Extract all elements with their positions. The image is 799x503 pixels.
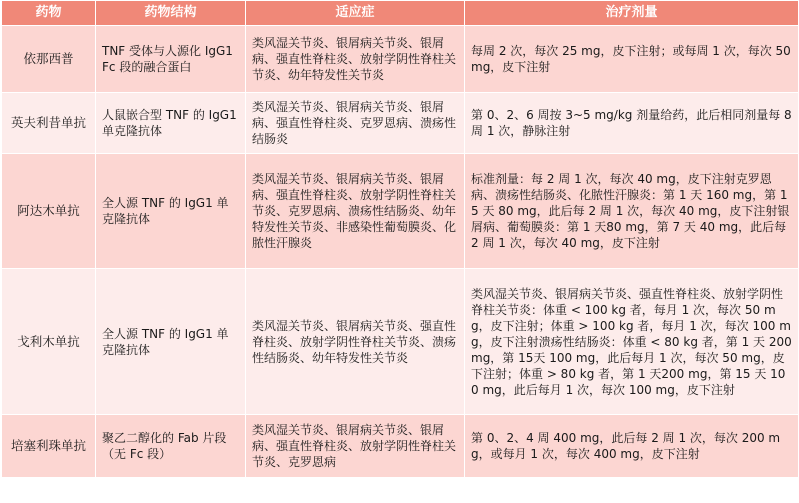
structure-cell: 聚乙二醇化的 Fab 片段（无 Fc 段） [96, 415, 246, 478]
structure-cell: 人鼠嵌合型 TNF 的 IgG1 单克隆抗体 [96, 93, 246, 154]
drug-name-cell: 阿达木单抗 [2, 154, 96, 269]
dosage-cell: 第 0、2、6 周按 3~5 mg/kg 剂量给药，此后相同剂量每 8 周 1 次，静脉注射 [465, 93, 799, 154]
table-row [2, 154, 799, 269]
header-dosage: 治疗剂量 [465, 1, 799, 26]
structure-cell: 全人源 TNF 的 IgG1 单克隆抗体 [96, 154, 246, 269]
indications-cell: 类风湿关节炎、银屑病关节炎、银屑病、强直性脊柱炎、克罗恩病、溃疡性结肠炎 [246, 93, 465, 154]
structure-cell: 全人源 TNF 的 IgG1 单克隆抗体 [96, 269, 246, 415]
indications-cell: 类风湿关节炎、银屑病关节炎、银屑病、强直性脊柱炎、放射学阴性脊柱关节炎、克罗恩病 [246, 415, 465, 478]
indications-cell: 类风湿关节炎、银屑病关节炎、强直性脊柱炎、放射学阴性脊柱关节炎、溃疡性结肠炎、幼年特发性关节炎 [246, 269, 465, 415]
header-structure: 药物结构 [96, 1, 246, 26]
indications-cell: 类风湿关节炎、银屑病关节炎、银屑病、强直性脊柱炎、放射学阴性脊柱关节炎、克罗恩病、溃疡性结肠炎、幼年特发性关节炎、非感染性葡萄膜炎、化脓性汗腺炎 [246, 154, 465, 269]
indications-cell: 类风湿关节炎、银屑病关节炎、银屑病、强直性脊柱炎、放射学阴性脊柱关节炎、幼年特发性关节炎 [246, 26, 465, 93]
drug-name-cell: 戈利木单抗 [2, 269, 96, 415]
table-row [2, 26, 799, 93]
drug-name-cell: 培塞利珠单抗 [2, 415, 96, 478]
dosage-cell: 标准剂量：每 2 周 1 次，每次 40 mg，皮下注射克罗恩病、溃疡性结肠炎、化脓性汗腺炎：第 1 天 160 mg，第 15 天 80 mg，此后每 2 周 1 次，每次 40 mg，皮下注射银屑病、葡萄膜炎：第 1 天80 mg，第 7 天 40 mg，此后每 2 周 1 次，每次 40 mg，皮下注射 [465, 154, 799, 269]
drug-table [1, 0, 799, 478]
table-row [2, 269, 799, 415]
table-row [2, 415, 799, 478]
header-row [2, 1, 799, 26]
drug-name-cell: 依那西普 [2, 26, 96, 93]
header-indications: 适应症 [246, 1, 465, 26]
dosage-cell: 每周 2 次，每次 25 mg，皮下注射；或每周 1 次，每次 50 mg，皮下注射 [465, 26, 799, 93]
header-drug: 药物 [2, 1, 96, 26]
structure-cell: TNF 受体与人源化 IgG1 Fc 段的融合蛋白 [96, 26, 246, 93]
table-row [2, 93, 799, 154]
dosage-cell: 第 0、2、4 周 400 mg，此后每 2 周 1 次，每次 200 mg，或每月 1 次，每次 400 mg，皮下注射 [465, 415, 799, 478]
drug-name-cell: 英夫利昔单抗 [2, 93, 96, 154]
dosage-cell: 类风湿关节炎、银屑病关节炎、强直性脊柱炎、放射学阴性脊柱关节炎：体重 < 100 kg 者，每月 1 次，每次 50 mg，皮下注射；体重 > 100 kg 者，每月 1 次，每次 100 mg，皮下注射溃疡性结肠炎：体重 < 80 kg 者，第 1 天 200 mg，第 15天 100 mg，此后每月 1 次，每次 50 mg，皮下注射；体重 > 80 kg 者，第 1 天200 mg，第 15 天 100 mg，此后每月 1 次，每次 100 mg，皮下注射 [465, 269, 799, 415]
